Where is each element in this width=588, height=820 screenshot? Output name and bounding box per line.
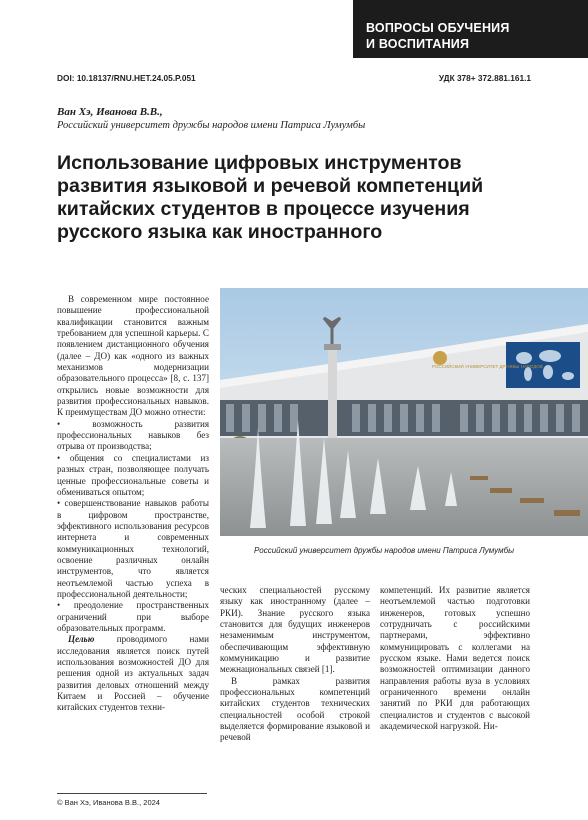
building-sign: РОССИЙСКИЙ УНИВЕРСИТЕТ ДРУЖБЫ НАРОДОВ <box>432 364 543 369</box>
title-line: развития языковой и речевой компетенций <box>57 175 484 197</box>
article-meta <box>57 73 531 83</box>
body-column-left <box>57 294 209 714</box>
university-building-illustration <box>220 288 588 536</box>
list-item: • преодоление пространственных ограничений при выборе образовательных программ. <box>57 600 209 634</box>
section-title-line-1: ВОПРОСЫ ОБУЧЕНИЯ <box>366 21 510 35</box>
list-item: • общения со специалистами из разных стран, позволяющее получать ценные профессиональные советы и обмениваться опытом; <box>57 453 209 498</box>
article-title <box>57 152 527 244</box>
affiliation: Российский университет дружбы народов имени Патриса Лумумбы <box>57 120 366 131</box>
footer-divider <box>57 793 207 794</box>
title-line: русского языка как иностранного <box>57 221 383 243</box>
copyright: © Ван Хэ, Иванова В.В., 2024 <box>57 798 160 807</box>
authors: Ван Хэ, Иванова В.В., <box>57 106 163 118</box>
paragraph: В рамках развития профессиональных компетенций китайских студентов технических специальностей особой строкой выделяется формирование языковой и речевой <box>220 675 370 743</box>
intro-paragraph: В современном мире постоянное повышение профессиональной квалификации становится важным требованием для успешной карьеры. С появлением дистанционного обучения (далее – ДО) как «одного из важных механизмов модернизации образовательного процесса» [8, с. 137] открылись новые возможности для развития профессиональных навыков. К преимуществам ДО можно отнести: <box>57 294 209 418</box>
section-title-line-2: И ВОСПИТАНИЯ <box>366 37 470 51</box>
goal-lead: Целью <box>68 634 95 645</box>
doi: DOI: 10.18137/RNU.HET.24.05.P.051 <box>57 73 196 83</box>
paragraph: компетенций. Их развитие является неотъемлемой частью подготовки инженеров, готовых успешно сотрудничать с российскими партнерами, эффективно коммуницировать с коллегами на русском языке. Нами ведется поиск возможностей оптимизации данного направления работы вуза в условиях ограниченного времени онлайн занятий по РКИ для работающих специалистов и студентов с высокой академической нагрузкой. Ни- <box>380 585 530 732</box>
list-item: • возможность развития профессиональных навыков без отрыва от производства; <box>57 419 209 453</box>
goal-paragraph <box>57 634 209 713</box>
title-line: Использование цифровых инструментов <box>57 152 462 174</box>
list-item: • совершенствование навыков работы в цифровом пространстве, эффективного использования ресурсов интернета и современных коммуникационных технологий, освоение различных онлайн инструментов, что является неотъемлемой частью успеха в профессиональной деятельности; <box>57 498 209 600</box>
paragraph: ческих специальностей русскому языку как иностранному (далее – РКИ). Знание русского языка становится для будущих инженеров незаменимым инструментом, обеспечивающим эффективную коммуникацию и развитие межнациональных связей [1]. <box>220 585 370 675</box>
photo-caption: Российский университет дружбы народов имени Патриса Лумумбы <box>254 546 515 555</box>
title-line: китайских студентов в процессе изучения <box>57 198 470 220</box>
udk: УДК 378+ 372.881.161.1 <box>438 73 531 83</box>
university-photo <box>220 288 588 536</box>
goal-text: проводимого нами исследования является поиск путей использования возможностей ДО для решения одной из актуальных задач развития деловых отношений между Китаем и Россией – обучение китайских студентов техни- <box>57 634 209 713</box>
body-column-right <box>380 585 530 732</box>
body-column-middle <box>220 585 370 744</box>
journal-section-tab <box>353 0 588 58</box>
